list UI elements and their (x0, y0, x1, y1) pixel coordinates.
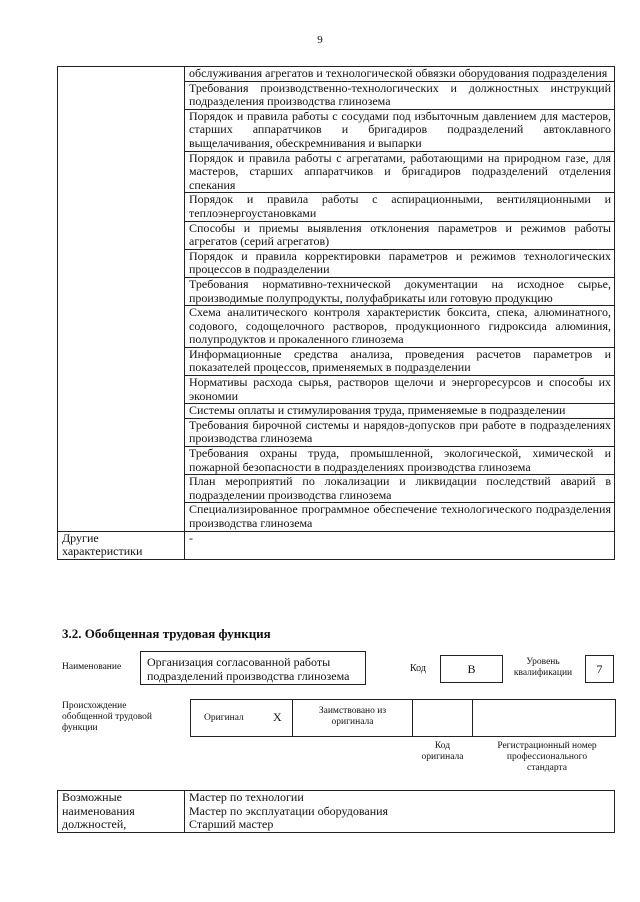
code-label: Код (410, 663, 426, 674)
positions-list (185, 791, 615, 833)
function-name-box (140, 651, 366, 685)
list-item: Старший мастер (189, 817, 274, 832)
requirement-item: Требования бирочной системы и нарядов-допусков при работе в подразделениях производства глинозема (185, 418, 615, 446)
requirement-item: Нормативы расхода сырья, растворов щелочи и энергоресурсов и способы их экономии (185, 376, 615, 404)
requirement-item: Требования охраны труда, промышленной, экологической, химической и пожарной безопасности в подразделениях производства глинозема (185, 447, 615, 475)
section-title: 3.2. Обобщенная трудовая функция (62, 626, 271, 641)
positions-table (57, 790, 615, 833)
level-value: 7 (596, 662, 603, 676)
borrowed-label: Заимствовано из оригинала (318, 706, 387, 727)
function-name-line: подразделений производства глинозема (147, 669, 350, 683)
reg-number-cell (472, 699, 616, 737)
level-label: Уровень квалификации (513, 657, 573, 678)
requirement-item: Требования нормативно-технической документации на исходное сырье, производимые полупродукты, полуфабрикаты или готовую продукцию (185, 277, 615, 305)
code-original-caption: Код оригинала (421, 741, 464, 762)
requirement-item: Порядок и правила работы с агрегатами, работающими на природном газе, для мастеров, старших аппаратчиков и бригадиров подразделений отделения спекания (185, 151, 615, 193)
requirement-item: Специализированное программное обеспечение технологического подразделения производства глинозема (185, 503, 615, 531)
origin-table (190, 699, 616, 737)
list-item: Мастер по эксплуатации оборудования (189, 803, 389, 818)
list-item: Мастер по технологии (189, 790, 304, 804)
requirement-item: Порядок и правила работы с сосудами под избыточным давлением для мастеров, старших аппаратчиков и бригадиров подразделений автоклавного выщелачивания, обескремнивания и выпарки (185, 109, 615, 151)
original-label: Оригинал (204, 713, 244, 723)
level-value-box (585, 655, 614, 683)
requirement-item: Способы и приемы выявления отклонения параметров и режимов работы агрегатов (серий агрегатов) (185, 221, 615, 249)
table-row (58, 791, 615, 833)
positions-label: Возможные наименования должностей, (58, 791, 185, 833)
original-mark: X (273, 710, 282, 724)
table-row-other (58, 531, 615, 559)
function-name-line: Организация согласованной работы (147, 655, 331, 669)
requirement-item: Порядок и правила корректировки параметров и режимов технологических процессов в подразделении (185, 249, 615, 277)
code-value: B (467, 662, 476, 676)
other-characteristics-label: Другие характеристики (58, 531, 185, 559)
requirement-item: обслуживания агрегатов и технологической обвязки оборудования подразделения (185, 67, 615, 82)
other-characteristics-value: - (185, 531, 615, 559)
borrowed-cell (292, 699, 413, 737)
reg-number-caption: Регистрационный номер профессионального стандарта (497, 741, 597, 773)
origin-label: Происхождение обобщенной трудовой функции (62, 701, 152, 733)
table-row (58, 67, 615, 82)
requirement-item: Порядок и правила работы с аспирационными, вентиляционными и теплоэнергоустановками (185, 193, 615, 221)
requirement-item: План мероприятий по локализации и ликвидации последствий аварий в подразделении производства глинозема (185, 475, 615, 503)
name-label: Наименование (62, 662, 122, 672)
left-cell-empty (58, 67, 185, 532)
code-original-cell (412, 699, 473, 737)
requirement-item: Требования производственно-технологических и должностных инструкций подразделения производства глинозема (185, 81, 615, 109)
requirement-item: Схема аналитического контроля характеристик боксита, спека, алюминатного, содового, содощелочного растворов, продукционного гидроксида алюминия, полупродуктов и прокаленного глинозема (185, 306, 615, 348)
original-cell (190, 699, 293, 737)
requirement-item: Системы оплаты и стимулирования труда, применяемые в подразделении (185, 404, 615, 419)
code-value-box (440, 655, 503, 683)
page-number: 9 (317, 34, 323, 46)
requirements-table (57, 66, 615, 560)
requirement-item: Информационные средства анализа, проведения расчетов параметров и показателей процессов, применяемых в подразделении (185, 347, 615, 375)
